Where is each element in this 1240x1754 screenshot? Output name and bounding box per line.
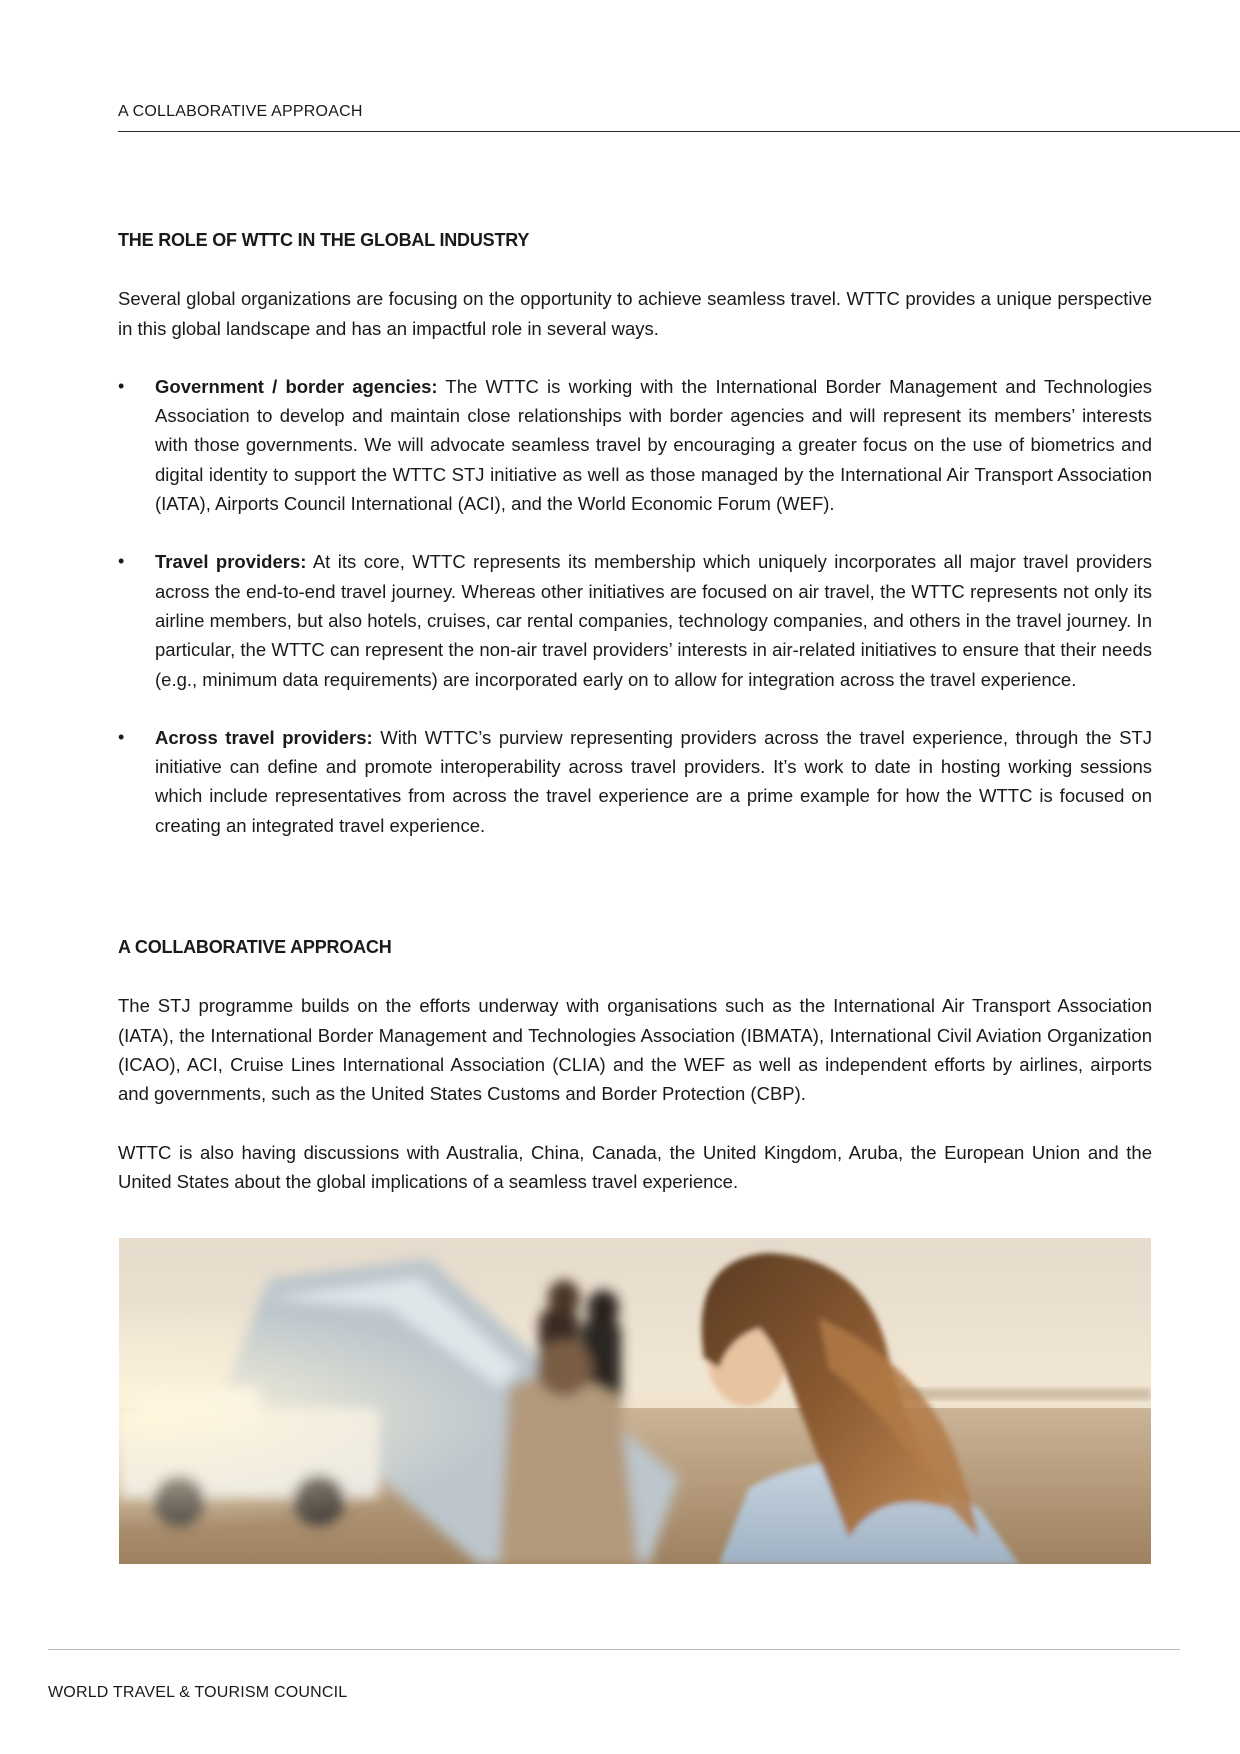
bullet-item-travel-providers	[118, 547, 1152, 693]
bullet-item-government	[118, 372, 1152, 518]
bullet-term: Government / border agencies:	[155, 375, 438, 397]
page-body	[118, 226, 1152, 1196]
traveller-boarding-photo	[119, 1238, 1151, 1564]
intro-paragraph: Several global organizations are focusing on the opportunity to achieve seamless travel. WTTC provides a unique perspective in this global landscape and has an impactful role in several ways.	[118, 288, 1152, 339]
bullet-term: Across travel providers:	[155, 726, 373, 748]
footer-divider	[48, 1649, 1180, 1650]
bullet-item-across-providers	[118, 723, 1152, 840]
section-collaborative-approach	[118, 933, 1152, 1196]
running-header: A COLLABORATIVE APPROACH	[118, 103, 363, 120]
role-bullet-list	[118, 372, 1152, 840]
bullet-text: At its core, WTTC represents its membership which uniquely incorporates all major travel providers across the end-to-end travel journey. Whereas other initiatives are focused on air travel, the WTTC represents not only its airline members, but also hotels, cruises, car rental companies, technology companies, and others in the travel journey. In particular, the WTTC can represent the non-air travel providers’ interests in air-related initiatives to ensure that their needs (e.g., minimum data requirements) are incorporated early on to allow for integration across the travel experience.	[155, 551, 1152, 690]
bullet-marker: •	[118, 375, 125, 396]
bullet-marker: •	[118, 551, 125, 572]
section-heading-role-of-wttc: THE ROLE OF WTTC IN THE GLOBAL INDUSTRY	[118, 230, 530, 250]
bullet-marker: •	[118, 726, 125, 747]
bullet-term: Travel providers:	[155, 551, 307, 573]
header-divider	[118, 131, 1240, 132]
bullet-text: The WTTC is working with the International Border Management and Technologies Association to develop and maintain close relationships with border agencies and will represent its members’ interests with those governments. We will advocate seamless travel by encouraging a greater focus on the use of biometrics and digital identity to support the WTTC STJ initiative as well as those managed by the International Air Transport Association (IATA), Airports Council International (ACI), and the World Economic Forum (WEF).	[155, 375, 1152, 515]
collaboration-paragraph: The STJ programme builds on the efforts underway with organisations such as the International Air Transport Association (IATA), the International Border Management and Technologies Association (IBMATA), International Civil Aviation Organization (ICAO), ACI, Cruise Lines International Association (CLIA) and the WEF as well as independent efforts by airlines, airports and governments, such as the United States Customs and Border Protection (CBP).	[118, 995, 1152, 1105]
bullet-text: With WTTC’s purview representing providers across the travel experience, through the STJ initiative can define and promote interoperability across travel providers. It’s work to date in hosting working sessions which include representatives from across the travel experience are a prime example for how the WTTC is focused on creating an integrated travel experience.	[155, 726, 1152, 836]
section-heading-collaborative: A COLLABORATIVE APPROACH	[118, 937, 392, 958]
discussions-paragraph: WTTC is also having discussions with Australia, China, Canada, the United Kingdom, Aruba, the European Union and the United States about the global implications of a seamless travel experience.	[118, 1141, 1152, 1192]
footer-organization: WORLD TRAVEL & TOURISM COUNCIL	[48, 1684, 348, 1701]
